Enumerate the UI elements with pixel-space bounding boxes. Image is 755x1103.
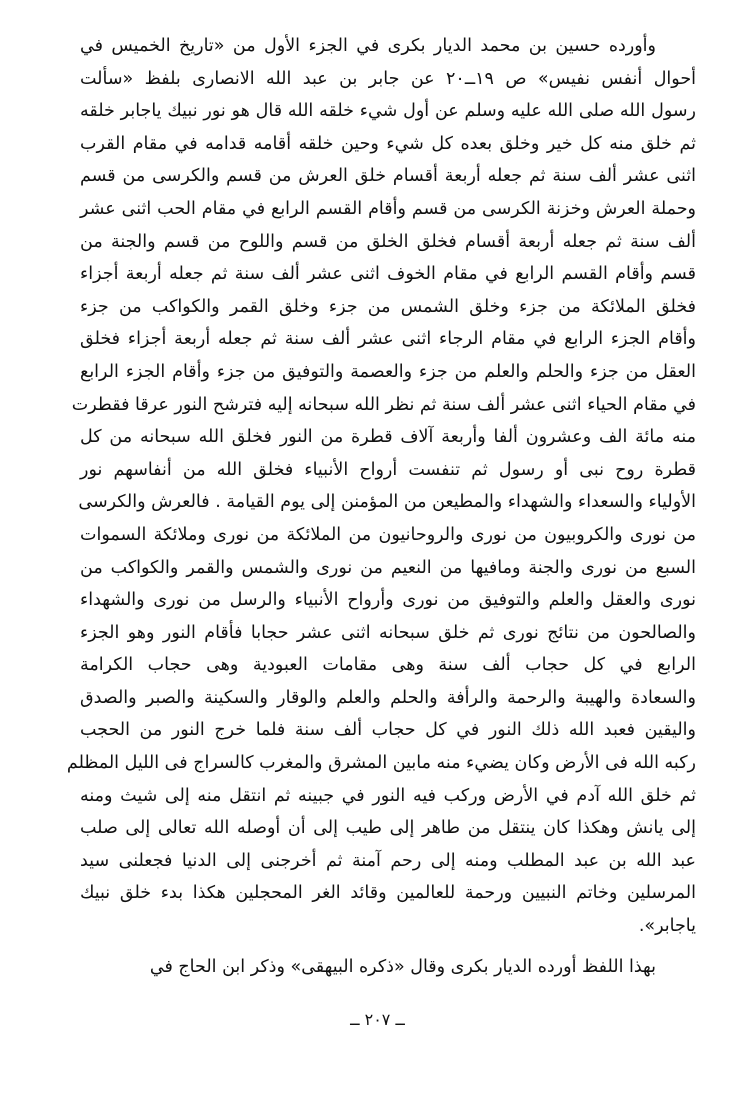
- text-line: منه مائة الف وعشرون ألفا وأربعة آلاف قطرة من النور فخلق الله سبحانه من كل: [80, 427, 696, 448]
- text-line: السبع من نورى والجنة ومافيها من النعيم من نورى والشمس والقمر والكواكب من: [80, 557, 696, 578]
- text-line: قطرة روح نبى أو رسول ثم تنفست أرواح الأنبياء فخلق الله من أنفاسهم نور: [80, 459, 696, 480]
- text-line: بهذا اللفظ أورده الديار بكرى وقال «ذكره البيهقى» وذكر ابن الحاج في: [149, 956, 656, 977]
- text-line: العقل من جزء والحلم والعلم من جزء والعصمة والتوفيق من جزء وأقام الجزء الرابع: [80, 361, 696, 382]
- paragraph-1: [66, 30, 696, 943]
- text-line: والسعادة والهيبة والرحمة والرأفة والحلم والعلم والوقار والسكينة والصبر والصدق: [80, 687, 696, 708]
- paragraph-2: [80, 951, 696, 984]
- paragraph-gap: [80, 943, 696, 951]
- text-line: عبد الله بن عبد المطلب ومنه إلى رحم آمنة ثم أخرجنى إلى الدنيا فجعلنى سيد: [80, 850, 696, 871]
- text-line: في مقام الحياء اثنى عشر ألف سنة ثم نظر الله سبحانه إليه فترشح النور عرقا فقطرت: [71, 394, 696, 415]
- text-line: الأولياء والسعداء والشهداء والمطيعن من المؤمنن إلى يوم القيامة . فالعرش والكرسى: [78, 492, 696, 513]
- text-line: إلى يانش وهكذا كان ينتقل من طاهر إلى طيب إلى أن أوصله الله تعالى إلى صلب: [80, 818, 696, 839]
- text-line: الرابع في كل حجاب ألف سنة وهى مقامات العبودية وهى حجاب الكرامة: [80, 655, 696, 676]
- text-line: أحوال أنفس نفيس» ص ١٩ــ٢٠ عن جابر بن عبد الله الانصارى بلفظ «سألت: [80, 68, 696, 89]
- text-line: وأقام الجزء الرابع في مقام الرجاء اثنى عشر ألف سنة ثم جعله أربعة أجزاء فخلق: [80, 329, 696, 350]
- text-line: فخلق الملائكة من جزء وخلق الشمس من جزء وخلق القمر والكواكب من جزء: [80, 296, 696, 317]
- text-line: ياجابر».: [638, 916, 696, 937]
- text-line: ثم خلق الله آدم في الأرض وركب فيه النور في جبينه ثم انتقل منه إلى شيث ومنه: [80, 785, 696, 806]
- text-line: من نورى والكروبيون من نورى والروحانيون من الملائكة من نورى وملائكة السموات: [80, 524, 696, 545]
- text-line: نورى والعقل والعلم والتوفيق من نورى وأرواح الأنبياء والرسل من نورى والشهداء: [80, 590, 696, 611]
- text-line: وأورده حسين بن محمد الديار بكرى في الجزء الأول من «تاريخ الخميس في: [80, 36, 656, 56]
- text-line: ثم خلق منه كل خير وخلق بعده كل شيء وحين خلقه أقامه قدامه في مقام القرب: [80, 133, 696, 154]
- text-line: والصالحون من نتائج نورى ثم خلق سبحانه اثنى عشر حجابا فأقام النور وهو الجزء: [80, 622, 696, 643]
- text-line: وحملة العرش وخزنة الكرسى من قسم وأقام القسم الرابع في مقام الحب اثنى عشر: [80, 198, 696, 219]
- text-line: قسم وأقام القسم الرابع في مقام الخوف اثنى عشر ألف سنة ثم جعله أربعة أجزاء: [80, 264, 696, 285]
- page-body: [66, 30, 696, 983]
- text-line: ألف سنة ثم جعله أربعة أقسام فخلق الخلق من قسم واللوح من قسم والجنة من: [80, 231, 696, 252]
- text-line: ركبه الله فى الأرض وكان يضيء منه مابين المشرق والمغرب كالسراج فى الليل المظلم: [66, 753, 696, 774]
- text-line: المرسلين وخاتم النبيين ورحمة للعالمين وقائد الغر المحجلين هكذا بدء خلق نبيك: [80, 883, 696, 904]
- text-line: واليقين فعبد الله ذلك النور في كل حجاب ألف سنة فلما خرج النور من الحجب: [80, 720, 696, 741]
- text-line: اثنى عشر ألف سنة ثم جعله أربعة أقسام خلق العرش من قسم والكرسى من قسم: [80, 166, 696, 187]
- text-line: رسول الله صلى الله عليه وسلم عن أول شيء خلقه الله قال هو نور نبيك ياجابر خلقه: [80, 101, 696, 122]
- page-number: ــ ٢٠٧ ــ: [350, 1010, 405, 1029]
